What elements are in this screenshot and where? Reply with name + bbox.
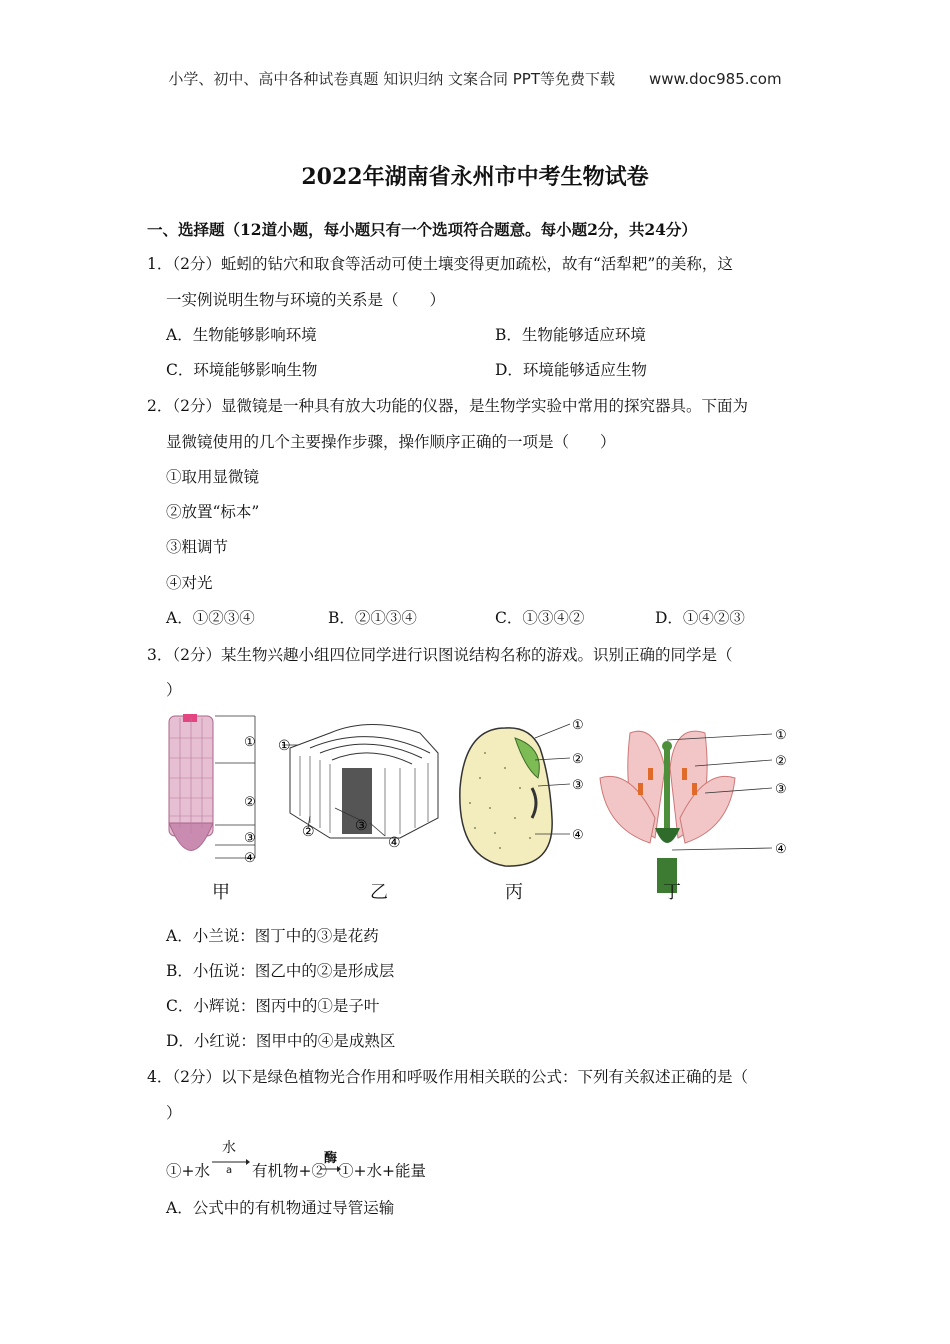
ding-num-1: ① — [775, 728, 787, 743]
formula-mid: 有机物+② — [252, 1162, 327, 1180]
q3-figure — [160, 708, 800, 904]
ding-num-4: ④ — [775, 842, 787, 857]
q3-figure-svg — [160, 708, 800, 904]
jia-num-2: ② — [244, 795, 256, 810]
figure-yi-stem — [278, 725, 438, 852]
figure-ding-flower — [600, 728, 787, 893]
jia-num-1: ① — [244, 735, 256, 750]
q2-line2: 显微镜使用的几个主要操作步骤，操作顺序正确的一项是（ ） — [166, 433, 616, 451]
q3-option-c: C．小辉说：图丙中的①是子叶 — [166, 997, 380, 1015]
arrow1-bottom-label: a — [226, 1165, 233, 1176]
bing-num-1: ① — [572, 718, 584, 733]
q2-step-3: ③粗调节 — [166, 538, 229, 556]
bing-num-2: ② — [572, 752, 584, 767]
q4-formula — [166, 1135, 466, 1185]
header-text: 小学、初中、高中各种试卷真题 知识归纳 文案合同 PPT等免费下载 — [168, 70, 615, 88]
jia-num-4: ④ — [244, 851, 256, 866]
section-heading: 一、选择题（12道小题，每小题只有一个选项符合题意。每小题2分，共24分） — [147, 220, 697, 239]
q1-option-c: C．环境能够影响生物 — [166, 361, 318, 379]
fig-label-yi: 乙 — [370, 882, 388, 903]
fig-label-ding: 丁 — [663, 882, 681, 903]
q3-line1: 3．（2分）某生物兴趣小组四位同学进行识图说结构名称的游戏。识别正确的同学是（ — [147, 646, 733, 664]
arrow1-top-label: 水 — [222, 1140, 236, 1156]
header-url[interactable]: www.doc985.com — [648, 70, 782, 88]
formula-right: ①+水+能量 — [338, 1162, 426, 1180]
q1-option-d: D．环境能够适应生物 — [495, 361, 647, 379]
yi-num-4: ④ — [388, 835, 401, 851]
q2-step-1: ①取用显微镜 — [166, 468, 260, 486]
fig-label-jia: 甲 — [212, 882, 230, 903]
figure-bing-seed — [460, 718, 584, 866]
arrow2-top-label: 酶 — [324, 1151, 338, 1166]
q1-option-a: A．生物能够影响环境 — [166, 326, 317, 344]
q2-step-2: ②放置“标本” — [166, 503, 260, 521]
q1-line2: 一实例说明生物与环境的关系是（ ） — [166, 291, 446, 309]
q2-option-c: C．①③④② — [495, 609, 585, 627]
bing-num-4: ④ — [572, 828, 584, 843]
q3-option-a: A．小兰说：图丁中的③是花药 — [166, 927, 379, 945]
bing-num-3: ③ — [572, 778, 584, 793]
q1-line1: 1．（2分）蚯蚓的钻穴和取食等活动可使土壤变得更加疏松，故有“活犁耙”的美称，这 — [147, 255, 733, 273]
fig-label-bing: 丙 — [505, 882, 523, 903]
yi-num-3: ③ — [355, 818, 368, 834]
ding-num-2: ② — [775, 754, 787, 769]
yi-num-2: ② — [302, 824, 315, 840]
q2-option-d: D．①④②③ — [655, 609, 745, 627]
formula-left: ①+水 — [166, 1162, 210, 1180]
q4-line1: 4．（2分）以下是绿色植物光合作用和呼吸作用相关联的公式：下列有关叙述正确的是（ — [147, 1068, 748, 1086]
page-title: 2022年湖南省永州市中考生物试卷 — [301, 164, 649, 190]
q1-option-b: B．生物能够适应环境 — [495, 326, 646, 344]
yi-num-1: ① — [278, 738, 291, 754]
q2-option-a: A．①②③④ — [166, 609, 255, 627]
figure-jia-root-tip — [169, 714, 256, 866]
jia-num-3: ③ — [244, 831, 256, 846]
q2-step-4: ④对光 — [166, 574, 213, 592]
q3-line2: ） — [166, 681, 182, 699]
page-header — [0, 68, 950, 89]
q3-option-d: D．小红说：图甲中的④是成熟区 — [166, 1032, 396, 1050]
q3-option-b: B．小伍说：图乙中的②是形成层 — [166, 962, 395, 980]
q2-line1: 2．（2分）显微镜是一种具有放大功能的仪器，是生物学实验中常用的探究器具。下面为 — [147, 397, 748, 415]
q2-option-b: B．②①③④ — [328, 609, 417, 627]
q4-line2: ） — [166, 1104, 182, 1122]
ding-num-3: ③ — [775, 782, 787, 797]
q4-option-a: A．公式中的有机物通过导管运输 — [166, 1199, 395, 1217]
